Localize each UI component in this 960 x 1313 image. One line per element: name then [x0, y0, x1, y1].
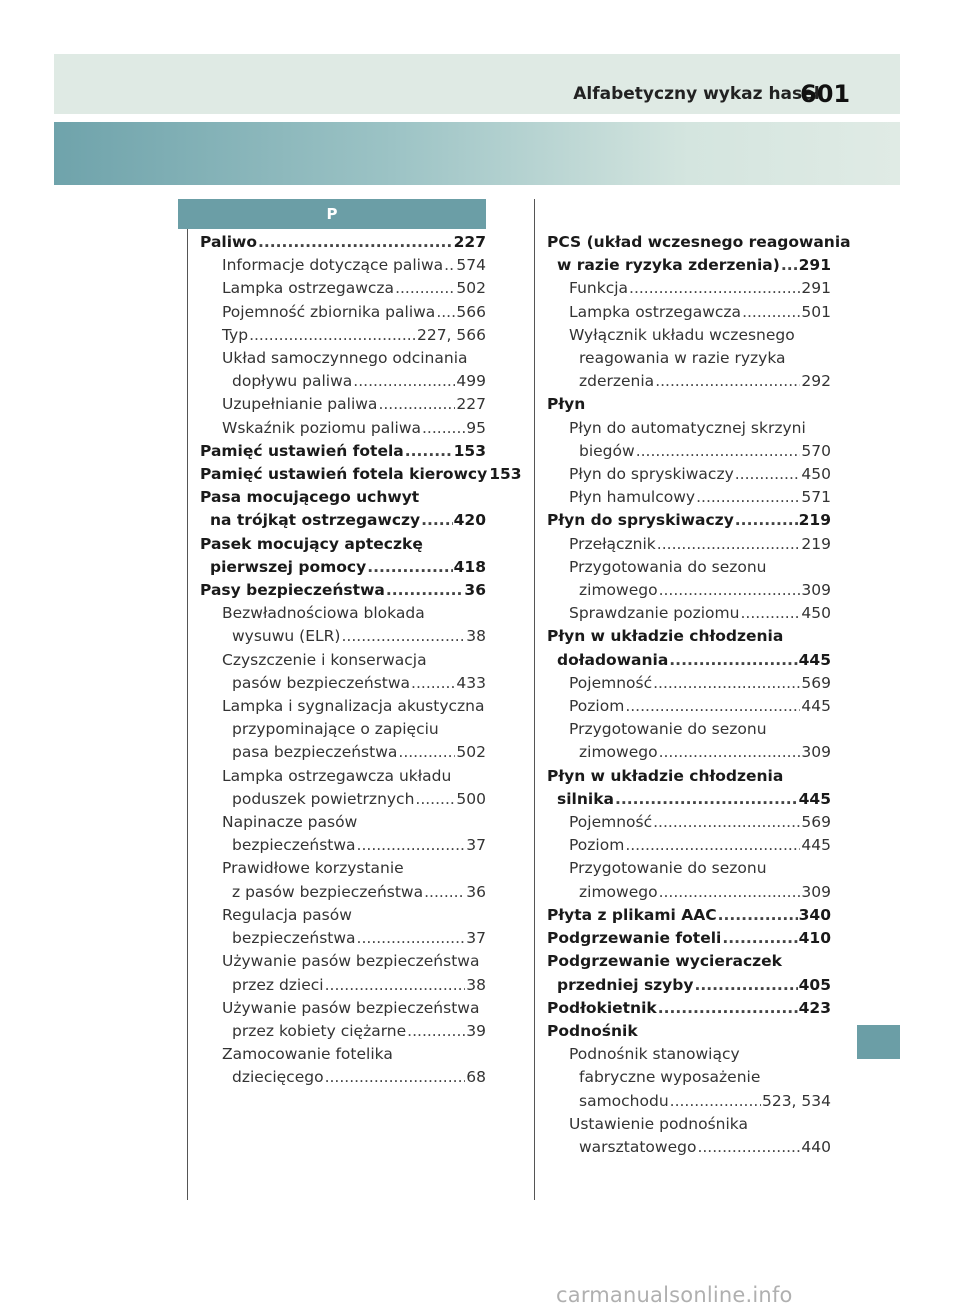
dot-leader — [697, 1136, 800, 1159]
entry-text: zimowego — [579, 743, 658, 762]
entry-text: Płyn w układzie chłodzenia — [547, 766, 784, 785]
entry-page: 569 — [801, 673, 831, 692]
index-entry — [200, 417, 486, 440]
index-entry — [200, 811, 486, 857]
dot-leader — [653, 811, 800, 834]
entry-text: Układ samoczynnego odcinania — [222, 349, 468, 368]
dot-leader — [636, 440, 801, 463]
entry-text: Płyn w układzie chłodzenia — [547, 627, 784, 646]
entry-text: Płyn do automatycznej skrzyni — [569, 418, 806, 437]
dot-leader — [421, 509, 453, 532]
entry-text: Pamięć ustawień fotela kierowcy — [200, 465, 488, 484]
entry-page: 227 — [453, 233, 486, 251]
entry-page: 309 — [801, 581, 831, 600]
index-entry — [200, 765, 486, 811]
dot-leader — [405, 440, 453, 463]
dot-leader — [436, 301, 455, 324]
entry-text: Lampka i sygnalizacja akustyczna — [222, 697, 485, 716]
entry-page: 37 — [466, 929, 486, 948]
entry-page: 423 — [798, 998, 831, 1017]
index-entry — [547, 904, 831, 927]
dot-leader — [653, 672, 800, 695]
index-entry — [200, 463, 522, 486]
entry-page: 445 — [801, 836, 831, 855]
dot-leader — [249, 324, 416, 347]
entry-text: Pasa mocującego uchwyt — [200, 488, 420, 507]
entry-page: 219 — [798, 511, 831, 530]
entry-page: 39 — [466, 1021, 486, 1040]
entry-text: Funkcja — [569, 279, 629, 298]
entry-text: Przygotowanie do sezonu — [569, 859, 767, 878]
dot-leader — [625, 834, 800, 857]
entry-page: 566 — [456, 302, 486, 321]
dot-leader — [424, 881, 465, 904]
entry-page: 36 — [466, 882, 486, 901]
entry-page: 291 — [801, 279, 831, 298]
entry-text: Typ — [222, 325, 249, 344]
dot-leader — [669, 649, 797, 672]
entry-page: 38 — [466, 975, 486, 994]
dot-leader — [735, 509, 798, 532]
dot-leader — [781, 254, 798, 277]
index-entry — [200, 857, 486, 903]
index-entry — [200, 301, 486, 324]
dot-leader — [625, 695, 800, 718]
column-divider-middle — [534, 199, 535, 1200]
entry-text: Podgrzewanie foteli — [547, 929, 722, 948]
index-entry — [547, 1043, 831, 1113]
entry-text: reagowania w razie ryzyka — [579, 349, 786, 368]
entry-page: 418 — [453, 557, 486, 576]
page-title: Alfabetyczny wykaz haseł — [573, 84, 820, 104]
dot-leader — [378, 393, 455, 416]
index-entry — [547, 1113, 831, 1159]
dot-leader — [367, 556, 452, 579]
index-entry — [200, 1043, 486, 1089]
entry-page: 571 — [801, 488, 831, 507]
index-entry — [547, 393, 831, 416]
entry-page: 153 — [489, 465, 522, 484]
entry-text: Pojemność — [569, 813, 653, 832]
index-entry — [547, 765, 831, 811]
dot-leader — [657, 533, 801, 556]
index-entry — [200, 440, 486, 463]
entry-page: 36 — [464, 581, 486, 600]
entry-page: 227, 566 — [416, 325, 486, 344]
entry-page: 502 — [456, 743, 486, 762]
entry-text: Pamięć ustawień fotela — [200, 441, 404, 460]
entry-page: 405 — [798, 975, 831, 994]
entry-page: 433 — [456, 673, 486, 692]
entry-text: dziecięcego — [232, 1068, 324, 1087]
dot-leader — [353, 370, 455, 393]
decorative-banner — [54, 122, 900, 185]
entry-page: 450 — [801, 604, 831, 623]
index-entry — [547, 556, 831, 602]
entry-page: 227 — [456, 395, 486, 414]
dot-leader — [444, 254, 455, 277]
index-entry — [200, 486, 486, 532]
dot-leader — [395, 277, 455, 300]
dot-leader — [658, 997, 798, 1020]
index-entry — [547, 324, 831, 394]
entry-page: 219 — [801, 534, 831, 553]
entry-page: 292 — [801, 372, 831, 391]
dot-leader — [659, 741, 801, 764]
entry-page: 501 — [801, 302, 831, 321]
entry-page: 440 — [801, 1137, 831, 1156]
entry-text: bezpieczeństwa — [232, 929, 356, 948]
entry-text: Pojemność — [569, 673, 653, 692]
index-entry — [547, 231, 851, 277]
dot-leader — [740, 602, 800, 625]
dot-leader — [659, 881, 801, 904]
index-entry — [200, 254, 486, 277]
dot-leader — [659, 579, 801, 602]
index-entry — [547, 602, 831, 625]
entry-page: 570 — [801, 441, 831, 460]
dot-leader — [357, 927, 466, 950]
index-entry — [547, 950, 831, 996]
entry-text: przez kobiety ciężarne — [232, 1021, 407, 1040]
entry-text: Pojemność zbiornika paliwa — [222, 302, 436, 321]
entry-page: 38 — [466, 627, 486, 646]
index-entry — [547, 277, 831, 300]
entry-page: 445 — [798, 789, 831, 808]
dot-leader — [411, 672, 455, 695]
dot-leader — [357, 834, 466, 857]
dot-leader — [415, 788, 455, 811]
section-tab — [857, 1025, 900, 1059]
index-entry — [200, 533, 486, 579]
entry-text: silnika — [557, 789, 614, 808]
entry-text: Podnośnik stanowiący — [569, 1045, 740, 1064]
entry-page: 68 — [466, 1068, 486, 1087]
entry-text: zimowego — [579, 882, 658, 901]
index-column-left — [200, 231, 522, 1090]
entry-text: Płyn do spryskiwaczy — [569, 465, 734, 484]
entry-text: Wskaźnik poziomu paliwa — [222, 418, 421, 437]
entry-text: Napinacze pasów — [222, 813, 358, 832]
index-entry — [547, 509, 831, 532]
dot-leader — [325, 974, 466, 997]
entry-text: w razie ryzyka zderzenia) — [557, 256, 780, 275]
index-entry — [200, 231, 486, 254]
entry-text: Lampka ostrzegawcza — [569, 302, 742, 321]
index-entry — [547, 533, 831, 556]
entry-text: fabryczne wyposażenie — [579, 1068, 761, 1087]
index-entry — [547, 857, 831, 903]
entry-page: 523, 534 — [761, 1091, 831, 1110]
entry-page: 410 — [798, 929, 831, 948]
dot-leader — [341, 625, 465, 648]
dot-leader — [398, 741, 455, 764]
entry-text: Pasek mocujący apteczkę — [200, 534, 423, 553]
entry-text: Paliwo — [200, 233, 257, 251]
index-entry — [200, 347, 486, 393]
entry-text: bezpieczeństwa — [232, 836, 356, 855]
entry-page: 445 — [798, 650, 831, 669]
dot-leader — [695, 974, 798, 997]
dot-leader — [696, 486, 800, 509]
index-entry — [547, 301, 831, 324]
entry-text: Używanie pasów bezpieczeństwa — [222, 952, 480, 971]
entry-page: 574 — [456, 256, 486, 275]
entry-text: biegów — [579, 441, 635, 460]
entry-text: Poziom — [569, 836, 625, 855]
section-letter: P — [178, 199, 486, 229]
entry-text: Lampka ostrzegawcza układu — [222, 766, 452, 785]
dot-leader — [629, 277, 800, 300]
dot-leader — [258, 231, 453, 254]
entry-page: 450 — [801, 465, 831, 484]
index-entry — [547, 625, 831, 671]
index-entry — [200, 393, 486, 416]
dot-leader — [386, 579, 464, 602]
index-entry — [200, 649, 486, 695]
entry-text: przypominające o zapięciu — [232, 720, 439, 739]
index-entry — [547, 997, 831, 1020]
index-entry — [547, 718, 831, 764]
index-entry — [547, 672, 831, 695]
index-entry — [547, 486, 831, 509]
entry-text: Płyta z plikami AAC — [547, 905, 717, 924]
dot-leader — [735, 463, 801, 486]
entry-text: pasa bezpieczeństwa — [232, 743, 398, 762]
entry-text: doładowania — [557, 650, 669, 669]
entry-text: Zamocowanie fotelika — [222, 1045, 393, 1064]
index-entry — [547, 834, 831, 857]
entry-text: Podłokietnik — [547, 998, 657, 1017]
entry-text: na trójkąt ostrzegawczy — [210, 511, 421, 530]
entry-page: 569 — [801, 813, 831, 832]
index-entry — [547, 695, 831, 718]
dot-leader — [742, 301, 800, 324]
index-entry — [547, 811, 831, 834]
column-divider-left — [187, 229, 188, 1200]
entry-text: poduszek powietrznych — [232, 789, 415, 808]
index-entry — [547, 417, 831, 463]
entry-text: dopływu paliwa — [232, 372, 353, 391]
index-entry — [200, 324, 486, 347]
entry-page: 309 — [801, 882, 831, 901]
entry-text: zimowego — [579, 581, 658, 600]
index-entry — [547, 463, 831, 486]
entry-text: Sprawdzanie poziomu — [569, 604, 740, 623]
dot-leader — [722, 927, 797, 950]
entry-text: Podnośnik — [547, 1021, 638, 1040]
entry-text: Bezwładnościowa blokada — [222, 604, 425, 623]
entry-page: 502 — [456, 279, 486, 298]
page-number: 601 — [800, 80, 851, 108]
dot-leader — [407, 1020, 465, 1043]
dot-leader — [325, 1066, 466, 1089]
entry-text: Podgrzewanie wycieraczek — [547, 952, 782, 971]
index-entry — [200, 602, 486, 648]
entry-text: Uzupełnianie paliwa — [222, 395, 378, 414]
index-entry — [200, 950, 486, 996]
entry-text: Czyszczenie i konserwacja — [222, 650, 427, 669]
dot-leader — [615, 788, 798, 811]
index-entry — [200, 997, 486, 1043]
dot-leader — [422, 417, 465, 440]
entry-text: samochodu — [579, 1091, 669, 1110]
entry-page: 420 — [453, 511, 486, 530]
entry-page: 445 — [801, 697, 831, 716]
entry-text: Używanie pasów bezpieczeństwa — [222, 998, 480, 1017]
index-column-right — [547, 231, 851, 1159]
entry-page: 153 — [453, 441, 486, 460]
entry-page: 340 — [798, 905, 831, 924]
entry-text: Pasy bezpieczeństwa — [200, 581, 385, 600]
entry-text: Przygotowania do sezonu — [569, 557, 767, 576]
entry-text: Prawidłowe korzystanie — [222, 859, 404, 878]
entry-text: Przełącznik — [569, 534, 656, 553]
entry-text: wysuwu (ELR) — [232, 627, 341, 646]
entry-text: Regulacja pasów — [222, 905, 352, 924]
dot-leader — [655, 370, 800, 393]
entry-text: Poziom — [569, 697, 625, 716]
entry-text: zderzenia — [579, 372, 655, 391]
entry-text: Przygotowanie do sezonu — [569, 720, 767, 739]
entry-page: 309 — [801, 743, 831, 762]
entry-text: PCS (układ wczesnego reagowania — [547, 233, 851, 251]
entry-text: Płyn hamulcowy — [569, 488, 696, 507]
entry-page: 95 — [466, 418, 486, 437]
entry-text: przedniej szyby — [557, 975, 694, 994]
entry-text: przez dzieci — [232, 975, 324, 994]
entry-text: warsztatowego — [579, 1137, 697, 1156]
index-entry — [547, 927, 831, 950]
entry-page: 500 — [456, 789, 486, 808]
index-entry — [200, 904, 486, 950]
entry-text: Ustawienie podnośnika — [569, 1114, 748, 1133]
entry-page: 291 — [798, 256, 831, 275]
dot-leader — [670, 1090, 761, 1113]
entry-text: Informacje dotyczące paliwa — [222, 256, 444, 275]
index-entry — [200, 277, 486, 300]
dot-leader — [718, 904, 798, 927]
index-entry — [547, 1020, 831, 1043]
index-entry — [200, 695, 486, 765]
entry-text: Płyn do spryskiwaczy — [547, 511, 734, 530]
entry-text: pierwszej pomocy — [210, 557, 367, 576]
entry-page: 499 — [456, 372, 486, 391]
entry-text: z pasów bezpieczeństwa — [232, 882, 424, 901]
watermark: carmanualsonline.info — [556, 1283, 793, 1307]
entry-text: Lampka ostrzegawcza — [222, 279, 395, 298]
entry-text: Wyłącznik układu wczesnego — [569, 325, 795, 344]
index-entry — [200, 579, 486, 602]
entry-page: 37 — [466, 836, 486, 855]
entry-text: Płyn — [547, 395, 586, 414]
entry-text: pasów bezpieczeństwa — [232, 673, 411, 692]
